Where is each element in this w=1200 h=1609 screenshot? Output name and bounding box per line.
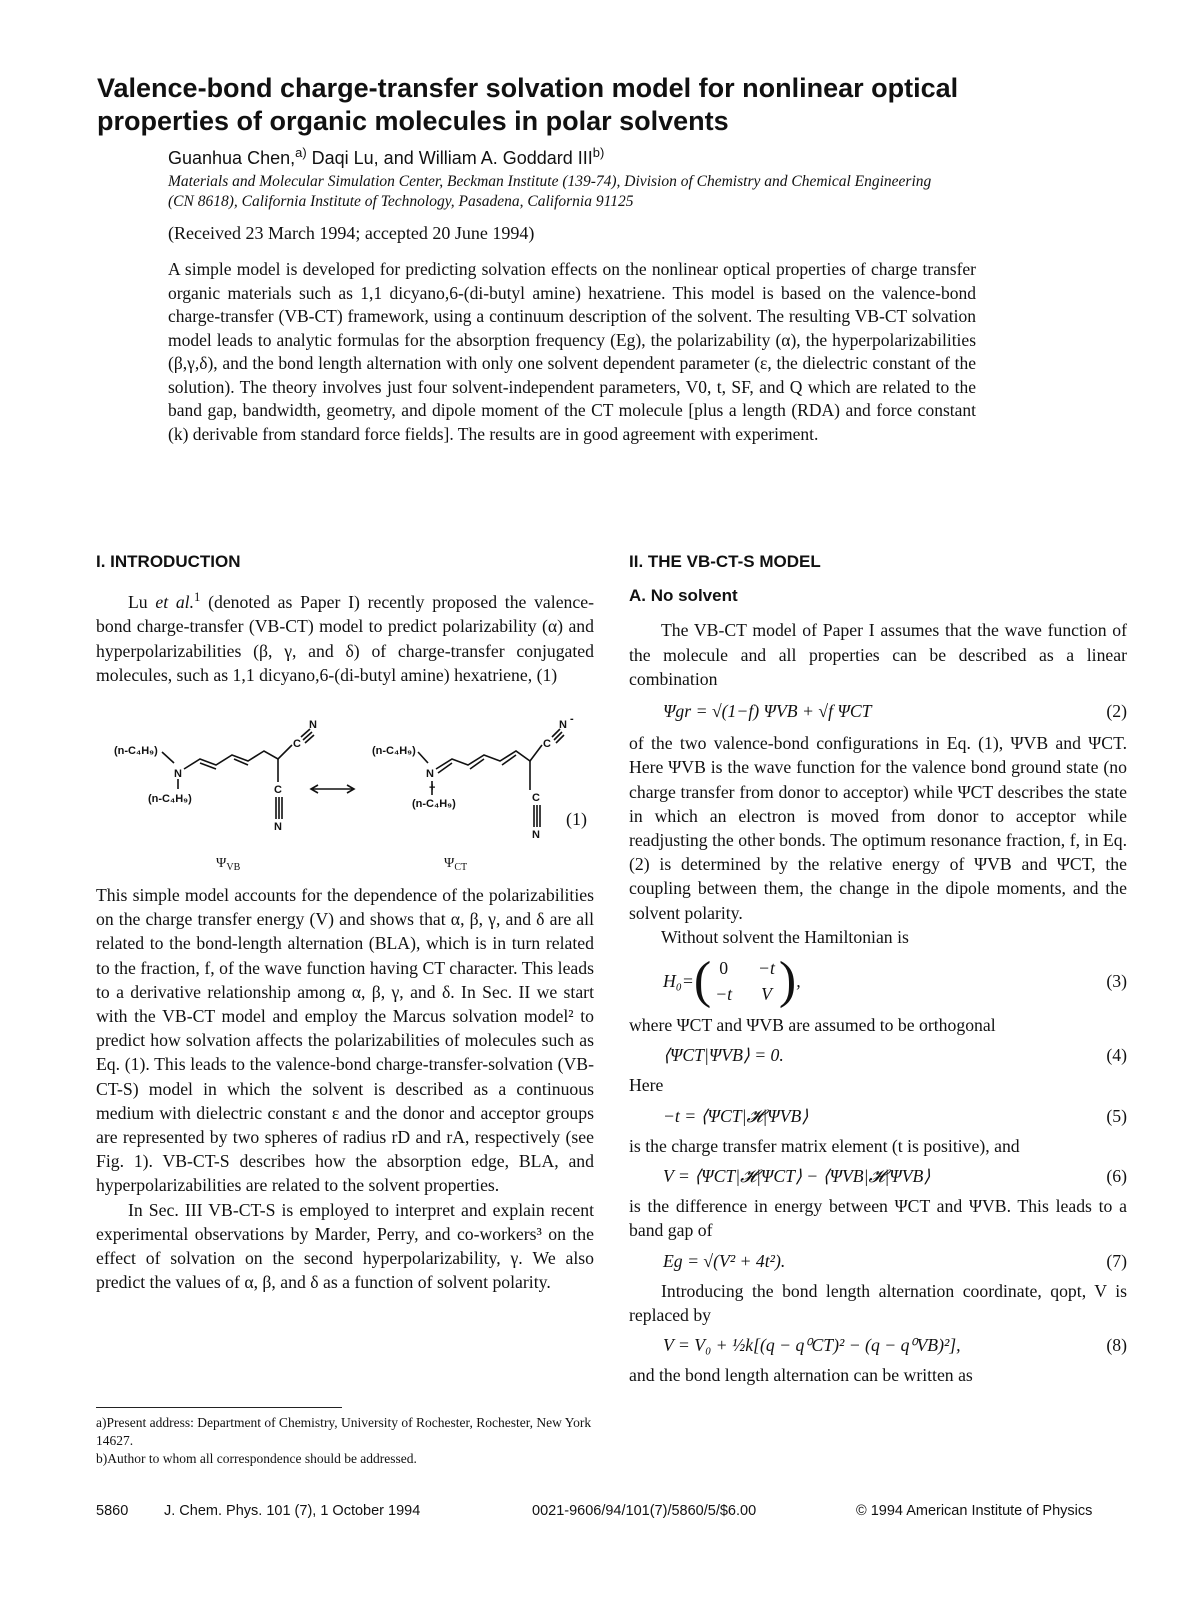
footnote-rule	[96, 1407, 342, 1408]
affiliation: Materials and Molecular Simulation Center, Beckman Institute (139-74), Division of Chemistry and Chemical Engineering (CN 8618), California Institute of Technology, Pasadena, California 91125	[168, 173, 932, 210]
plus-charge: +	[429, 782, 436, 795]
footnotes	[96, 1414, 594, 1468]
author-line	[168, 145, 605, 169]
right-column	[629, 550, 1127, 1388]
intro-paragraph-2: This simple model accounts for the dependence of the polarizabilities on the charge transfer energy (V) and shows that α, β, γ, and δ are all related to the bond-length alternation (BLA), which is in turn related to the fraction, f, of the wave function having CT character. This leads to a derivative relationship among α, β, γ, and δ. In Sec. II we start with the VB-CT model and employ the Marcus solvation model² to predict how solvation affects the polarizabilities of molecules such as Eq. (1). This leads to the valence-bond charge-transfer-solvation (VB-CT-S) model in which the solvent is described as a continuous medium with dielectric constant ε and the donor and acceptor groups are represented by two spheres of radius rD and rA, respectively (see Fig. 1). VB-CT-S describes how the absorption edge, BLA, and hyperpolarizabilities are related to the solvent properties.	[96, 885, 594, 1196]
nitrile-c-left: C	[293, 738, 301, 751]
author-footnote-mark-a: a)	[295, 145, 307, 160]
received-date: (Received 23 March 1994; accepted 20 June 1994)	[168, 223, 535, 243]
intro-paragraph-3: In Sec. III VB-CT-S is employed to interpret and explain recent experimental observations by Marder, Perry, and co-workers³ on the effect of solvation on the second hyperpolarizability, γ. We also predict the values of α, β, and δ as a function of solvent polarity.	[96, 1199, 594, 1293]
paper-title: Valence-bond charge-transfer solvation model for nonlinear optical properties of organic molecules in polar solvents	[97, 73, 959, 136]
nitrile-n2-left: N	[274, 821, 282, 834]
equation-6: V = ⟨ΨCT|𝓗|ΨCT⟩ − ⟨ΨVB|𝓗|ΨVB⟩ (6)	[663, 1166, 1127, 1187]
nitrile-n-left: N	[309, 719, 317, 732]
amine-n-left: N	[174, 768, 182, 781]
section-heading-model: II. THE VB-CT-S MODEL	[629, 552, 821, 571]
nitrile-n2-right: N	[532, 829, 540, 842]
subsection-heading-no-solvent: A. No solvent	[629, 586, 738, 606]
equation-4: ⟨ΨCT|ΨVB⟩ = 0. (4)	[663, 1045, 1127, 1066]
model-paragraph-7: is the difference in energy between ΨCT and ΨVB. This leads to a band gap of	[629, 1196, 1127, 1241]
amine-n-right: N	[426, 768, 434, 781]
model-paragraph-4: where ΨCT and ΨVB are assumed to be orthogonal	[629, 1015, 996, 1036]
journal-citation: J. Chem. Phys. 101 (7), 1 October 1994	[164, 1503, 421, 1519]
copyright: © 1994 American Institute of Physics	[856, 1503, 1093, 1519]
footnote-a: a)Present address: Department of Chemistry, University of Rochester, Rochester, New York 14627.	[96, 1415, 592, 1448]
butyl-top-right: (n-C₄H₉)	[372, 745, 416, 758]
equation-7: Eg = √(V² + 4t²). (7)	[663, 1250, 1127, 1271]
nitrile-n-right: N	[559, 719, 567, 732]
author-lu-goddard: Daqi Lu, and William A. Goddard III	[306, 148, 593, 168]
model-paragraph-9: and the bond length alternation can be written as	[629, 1365, 973, 1386]
nitrile-c2-left: C	[274, 784, 282, 797]
psi-vb-label: $\Psi_{VB}$	[216, 856, 241, 874]
butyl-top-left: (n-C₄H₉)	[114, 745, 158, 758]
butyl-bottom-left: (n-C₄H₉)	[148, 793, 192, 806]
article-code: 0021-9606/94/101(7)/5860/5/$6.00	[532, 1503, 757, 1519]
intro-paragraph-1: Lu et al.$^1$ (denoted as Paper I) recently proposed the valence-bond charge-transfer (VB-CT) model to predict polarizability (α) and hyperpolarizabilities (β, γ, and δ) of charge-transfer conjugated molecules, such as 1,1 dicyano,6-(di-butyl amine) hexatriene, (1)	[96, 590, 594, 685]
model-paragraph-3: Without solvent the Hamiltonian is	[661, 926, 909, 947]
psi-ct-label: $\Psi_{CT}$	[444, 856, 468, 874]
section-heading-introduction: I. INTRODUCTION	[96, 552, 241, 571]
nitrile-c-right: C	[543, 738, 551, 751]
equation-8: V = V₀ + ½k[(q − q⁰CT)² − (q − q⁰VB)²], (8)	[663, 1335, 1127, 1356]
model-paragraph-5: Here	[629, 1075, 664, 1096]
minus-charge: -	[570, 713, 574, 726]
model-paragraph-8: Introducing the bond length alternation coordinate, qopt, V is replaced by	[629, 1280, 1127, 1326]
model-paragraph-1: The VB-CT model of Paper I assumes that the wave function of the molecule and all properties can be described as a linear combination	[629, 620, 1127, 689]
model-paragraph-2: of the two valence-bond configurations in Eq. (1), ΨVB and ΨCT. Here ΨVB is the wave function for the valence bond ground state (no charge transfer from donor to acceptor) while ΨCT describes the state in which an electron is moved from donor to acceptor while readjusting the other bonds. The optimum resonance fraction, f, in Eq. (2) is determined by the relative energy of ΨVB and ΨCT, the coupling between them, the change in the dipole moments, and the solvent polarity.	[629, 733, 1127, 923]
butyl-bottom-right: (n-C₄H₉)	[412, 798, 456, 811]
model-paragraph-6: is the charge transfer matrix element (t is positive), and	[629, 1135, 1020, 1156]
resonance-structures	[96, 697, 594, 875]
equation-2: Ψgr = √(1−f) ΨVB + √f ΨCT (2)	[663, 701, 1127, 722]
author-chen: Guanhua Chen,	[168, 148, 296, 168]
footnote-b: b)Author to whom all correspondence should be addressed.	[96, 1451, 417, 1466]
equation-5: −t = ⟨ΨCT|𝓗|ΨVB⟩ (5)	[663, 1105, 1127, 1126]
hamiltonian-matrix: 0 −t −t V	[715, 957, 775, 1005]
nitrile-c2-right: C	[532, 792, 540, 805]
left-column	[96, 550, 594, 1294]
equation-3: H₀= ( 0 −t −t V ) , (3)	[663, 952, 1127, 1010]
chemical-structure-figure	[96, 697, 594, 875]
author-footnote-mark-b: b)	[592, 145, 605, 160]
page-number: 5860	[96, 1503, 129, 1519]
equation-1-number: (1)	[566, 809, 587, 830]
abstract: A simple model is developed for predicting solvation effects on the nonlinear optical properties of charge transfer organic materials such as 1,1 dicyano,6-(di-butyl amine) hexatriene. This model is based on the valence-bond charge-transfer (VB-CT) framework, using a continuum description of the solvent. The resulting VB-CT solvation model leads to analytic formulas for the absorption frequency (Eg), the polarizability (α), the hyperpolarizabilities (β,γ,δ), and the bond length alternation with only one solvent dependent parameter (ε, the dielectric constant of the solution). The theory involves just four solvent-independent parameters, V0, t, SF, and Q which are related to the band gap, bandwidth, geometry, and dipole moment of the CT molecule [plus a length (RDA) and force constant (k) derivable from standard force fields]. The results are in good agreement with experiment.	[168, 259, 976, 444]
